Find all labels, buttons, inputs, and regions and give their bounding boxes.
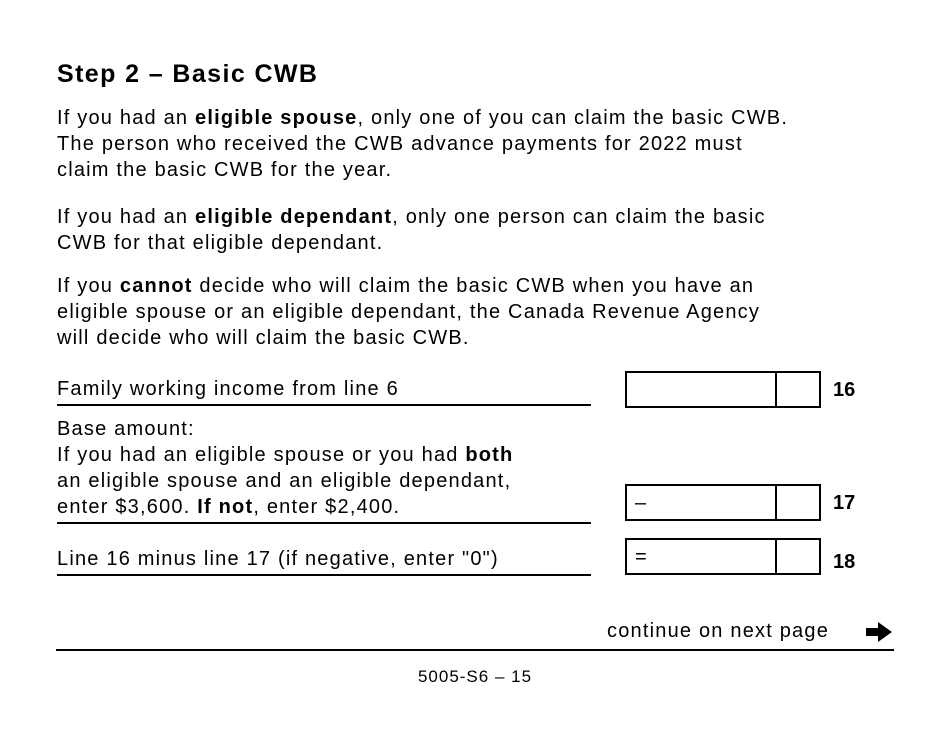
line17-label-line3: an eligible spouse and an eligible dependant, xyxy=(57,470,512,492)
line17-label-both: both xyxy=(465,444,514,466)
line18-label: Line 16 minus line 17 (if negative, enter "0") xyxy=(57,546,591,576)
para3-pre: If you xyxy=(57,275,120,297)
footer-divider xyxy=(56,649,894,651)
line17-cents-field[interactable] xyxy=(775,486,819,519)
line18-number: 18 xyxy=(833,551,856,573)
para2-post: , only one person can claim the basic xyxy=(392,206,766,228)
line16-label: Family working income from line 6 xyxy=(57,376,591,406)
line18-cents-field[interactable] xyxy=(775,540,819,573)
line16-cents-field[interactable] xyxy=(775,373,819,406)
para1-bold: eligible spouse xyxy=(195,107,358,129)
line17-amount-field[interactable] xyxy=(625,484,821,521)
line18-equals-symbol: = xyxy=(635,546,647,568)
line17-label xyxy=(57,416,591,524)
cannot-decide-paragraph xyxy=(57,273,760,351)
line17-minus-symbol: – xyxy=(635,492,647,514)
line17-number: 17 xyxy=(833,492,856,514)
para2-line2: CWB for that eligible dependant. xyxy=(57,232,384,254)
line16-amount-field[interactable] xyxy=(625,371,821,408)
para2-bold: eligible dependant xyxy=(195,206,393,228)
para3-bold: cannot xyxy=(119,275,193,297)
line18-amount-field[interactable] xyxy=(625,538,821,575)
para1-line2: The person who received the CWB advance payments for 2022 must xyxy=(57,133,743,155)
para2-pre: If you had an xyxy=(57,206,196,228)
continue-on-next-page: continue on next page xyxy=(607,620,830,642)
line17-label-line4-post: , enter $2,400. xyxy=(253,496,401,518)
arrow-right-icon xyxy=(864,620,894,644)
line17-label-line2: If you had an eligible spouse or you had xyxy=(57,444,466,466)
page-number: 5005-S6 – 15 xyxy=(417,667,533,686)
line17-label-if-not: If not xyxy=(197,496,254,518)
step-heading: Step 2 – Basic CWB xyxy=(57,60,319,88)
eligible-dependant-paragraph xyxy=(57,204,766,256)
eligible-spouse-paragraph xyxy=(57,105,788,183)
para1-line3: claim the basic CWB for the year. xyxy=(57,159,393,181)
line17-label-line1: Base amount: xyxy=(57,418,195,440)
line16-number: 16 xyxy=(833,379,856,401)
para1-post: , only one of you can claim the basic CWB. xyxy=(357,107,789,129)
para3-post: decide who will claim the basic CWB when you have an xyxy=(192,275,755,297)
para1-pre: If you had an xyxy=(57,107,196,129)
para3-line2: eligible spouse or an eligible dependant, the Canada Revenue Agency xyxy=(57,301,761,323)
line17-label-line4: enter $3,600. xyxy=(57,496,198,518)
para3-line3: will decide who will claim the basic CWB. xyxy=(57,327,470,349)
